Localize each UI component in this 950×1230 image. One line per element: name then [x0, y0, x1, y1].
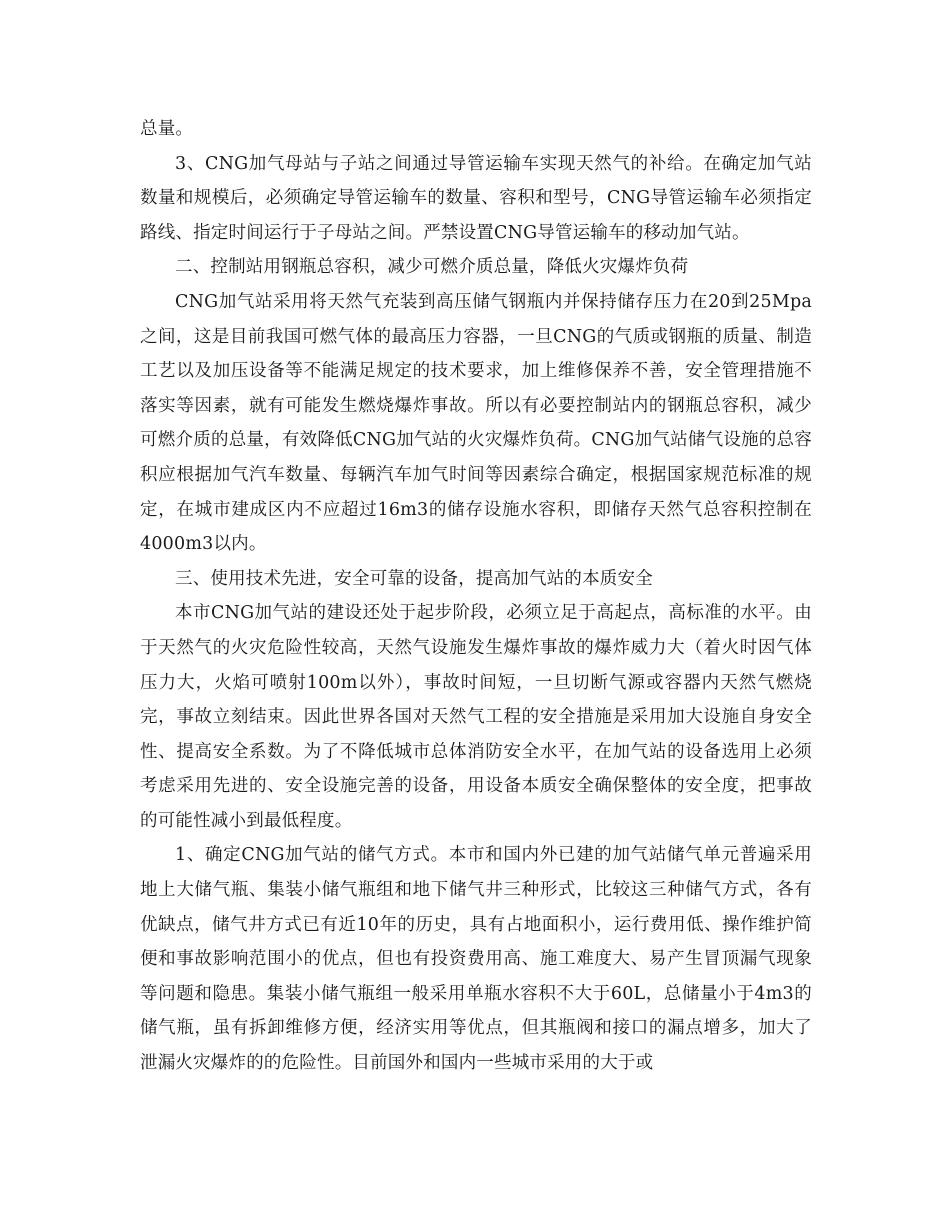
paragraph-equipment-safety: 本市CNG加气站的建设还处于起步阶段，必须立足于高起点，高标准的水平。由于天然气的火灾危险性较高，天然气设施发生爆炸事故的爆炸威力大（着火时因气体压力大，火焰可喷射100m以外），事故时间短，一旦切断气源或容器内天然气燃烧完，事故立刻结束。因此世界各国对天然气工程的安全措施是采用加大设施自身安全性、提高安全系数。为了不降低城市总体消防安全水平，在加气站的设备选用上必须考虑采用先进的、安全设施完善的设备，用设备本质安全确保整体的安全度，把事故的可能性减小到最低程度。: [140, 603, 812, 831]
section-heading-equipment-safety: 三、使用技术先进，安全可靠的设备，提高加气站的本质安全: [175, 568, 653, 589]
paragraph-tube-trailer-supply: 3、CNG加气母站与子站之间通过导管运输车实现天然气的补给。在确定加气站数量和规模后，必须确定导管运输车的数量、容积和型号，CNG导管运输车必须指定路线、指定时间运行于子母站之间。严禁设置CNG导管运输车的移动加气站。: [140, 153, 812, 243]
paragraph-cylinder-volume: CNG加气站采用将天然气充装到高压储气钢瓶内并保持储存压力在20到25Mpa之间，这是目前我国可燃气体的最高压力容器，一旦CNG的气质或钢瓶的质量、制造工艺以及加压设备等不能满足规定的技术要求，加上维修保养不善，安全管理措施不落实等因素，就有可能发生燃烧爆炸事故。所以有必要控制站内的钢瓶总容积，减少可燃介质的总量，有效降低CNG加气站的火灾爆炸负荷。CNG加气站储气设施的总容积应根据加气汽车数量、每辆汽车加气时间等因素综合确定，根据国家规范标准的规定，在城市建成区内不应超过16m3的储存设施水容积，即储存天然气总容积控制在4000m3以内。: [140, 291, 812, 555]
paragraph-continuation: 总量。: [140, 119, 194, 139]
section-heading-cylinder-volume: 二、控制站用钢瓶总容积，减少可燃介质总量，降低火灾爆炸负荷: [175, 257, 689, 278]
paragraph-storage-method: 1、确定CNG加气站的储气方式。本市和国内外已建的加气站储气单元普遍采用地上大储气瓶、集装小储气瓶组和地下储气井三种形式，比较这三种储气方式，各有优缺点，储气井方式已有近10年的历史，具有占地面积小，运行费用低、操作维护简便和事故影响范围小的优点，但也有投资费用高、施工难度大、易产生冒顶漏气现象等问题和隐患。集装小储气瓶组一般采用单瓶水容积不大于60L，总储量小于4m3的储气瓶，虽有拆卸维修方便，经济实用等优点，但其瓶阀和接口的漏点增多，加大了泄漏火灾爆炸的的危险性。目前国外和国内一些城市采用的大于或: [140, 845, 812, 1074]
document-page: [140, 112, 812, 1081]
